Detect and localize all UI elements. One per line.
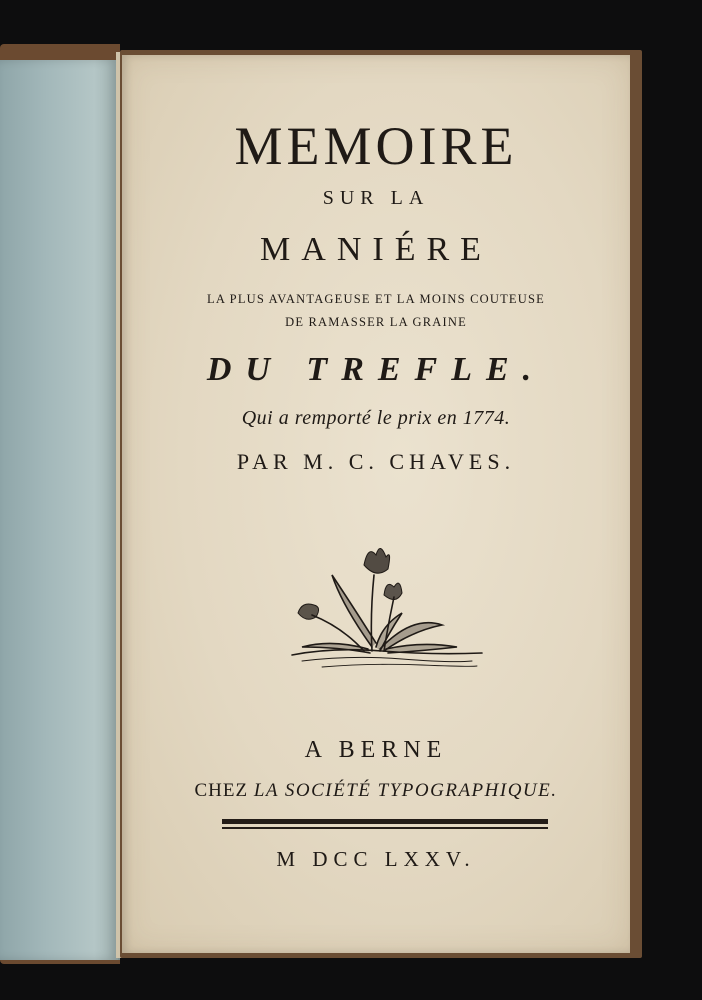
imprint-place: A BERNE xyxy=(304,737,448,763)
title-du-trefle: DU TREFLE. xyxy=(206,351,546,388)
title-sur-la: SUR LA xyxy=(322,187,430,209)
subtitle-line-1: LA PLUS AVANTAGEUSE ET LA MOINS COUTEUSE xyxy=(206,292,545,306)
title-main: MEMOIRE xyxy=(234,116,518,176)
publisher-name: LA SOCIÉTÉ TYPOGRAPHIQUE. xyxy=(253,780,558,801)
imprint-publisher xyxy=(122,780,630,802)
title-page xyxy=(122,55,630,953)
imprint-year: M DCC LXXV. xyxy=(276,847,476,871)
divider-rule-thin xyxy=(222,827,548,829)
title-maniere: MANIÉRE xyxy=(260,231,492,268)
divider-rule-thick xyxy=(222,819,548,824)
tulip-flower-engraving-icon xyxy=(272,535,502,685)
marbled-cover-board xyxy=(0,60,120,960)
prize-line: Qui a remporté le prix en 1774. xyxy=(241,407,511,429)
author-line: PAR M. C. CHAVES. xyxy=(236,449,516,474)
subtitle-line-2: DE RAMASSER LA GRAINE xyxy=(285,315,467,329)
publisher-prefix: CHEZ xyxy=(194,780,249,801)
